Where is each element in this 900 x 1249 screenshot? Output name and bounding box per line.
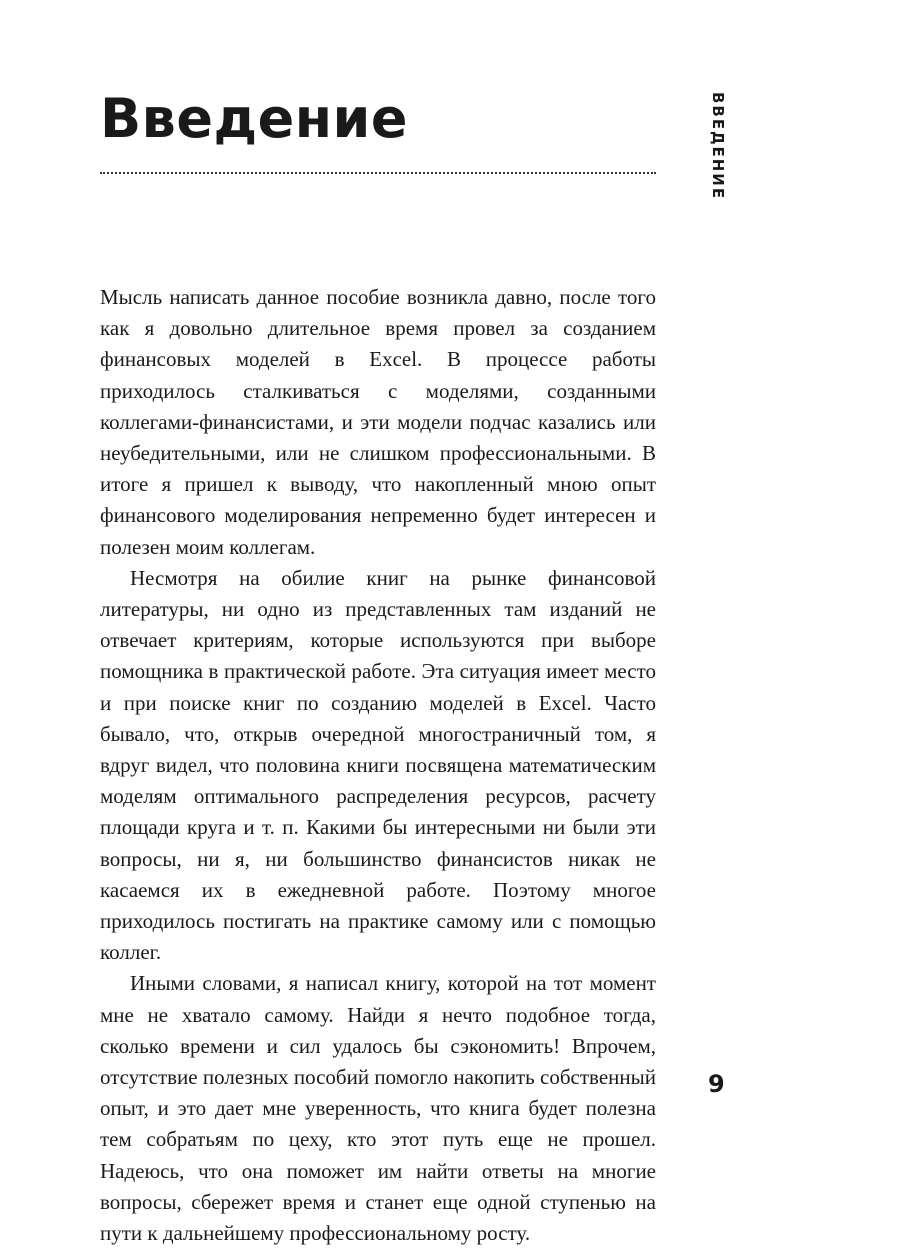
paragraph-1: Мысль написать данное пособие возникла давно, после того как я довольно длительное время провел за созданием финансовых моделей в Excel. В процессе работы приходилось сталкиваться с моделями, созданными коллегами-финансистами, и эти модели подчас казались или неубедительными, или не слишком профессиональными. В итоге я пришел к выводу, что накопленный мною опыт финансового моделирования непременно будет интересен и полезен моим коллегам. [100, 285, 656, 559]
body-text [100, 282, 656, 1249]
running-head: ВВЕДЕНИЕ [709, 92, 727, 201]
page-number: 9 [708, 1070, 725, 1098]
dotted-divider [100, 172, 656, 174]
chapter-title: Введение [100, 87, 408, 150]
paragraph-2: Несмотря на обилие книг на рынке финансовой литературы, ни одно из представленных там изданий не отвечает критериям, которые используются при выборе помощника в практической работе. Эта ситуация имеет место и при поиске книг по созданию моделей в Excel. Часто бывало, что, открыв очередной многостраничный том, я вдруг видел, что половина книги посвящена математическим моделям оптимального распределения ресурсов, расчету площади круга и т. п. Какими бы интересными ни были эти вопросы, ни я, ни большинство финансистов никак не касаемся их в ежедневной работе. Поэтому многое приходилось постигать на практике самому или с помощью коллег. [100, 565, 656, 965]
paragraph-3: Иными словами, я написал книгу, которой на тот момент мне не хватало самому. Найди я нечто подобное тогда, сколько времени и сил удалось бы сэкономить! Впрочем, отсутствие полезных пособий помогло накопить собственный опыт, и это дает мне уверенность, что книга будет полезна тем собратьям по цеху, кто этот путь еще не прошел. Надеюсь, что она поможет им найти ответы на многие вопросы, сбережет время и станет еще одной ступенью на пути к дальнейшему профессиональному росту. [100, 971, 656, 1246]
